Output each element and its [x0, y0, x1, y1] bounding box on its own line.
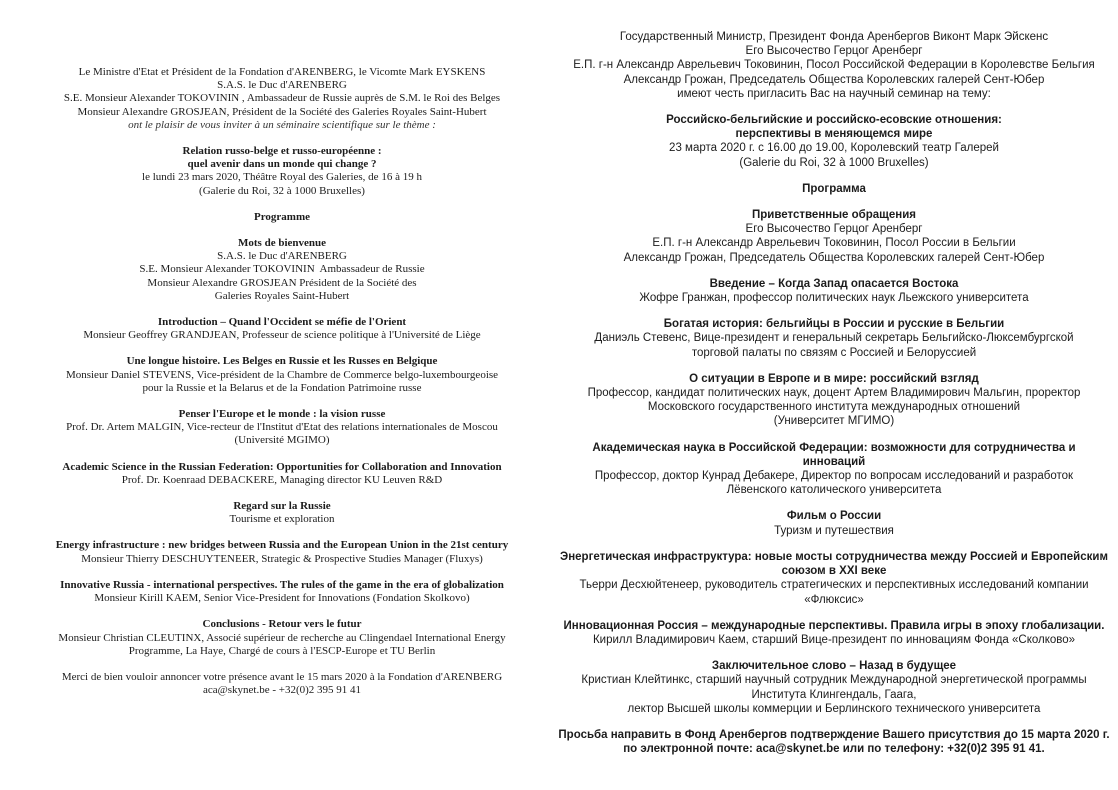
- page-left-french-programme: [28, 66, 536, 710]
- body-line: Prof. Dr. Artem MALGIN, Vice-recteur de l'Institut d'Etat des relations internationales de Moscou: [66, 421, 498, 434]
- body-line: Monsieur Christian CLEUTINX, Associé supérieur de recherche au Clingendael International Energy: [58, 631, 506, 644]
- body-line: Туризм и путешествия: [774, 524, 894, 537]
- page-right-russian-programme: [556, 30, 1112, 768]
- body-line: Его Высочество Герцог Аренберг: [745, 45, 923, 58]
- heading-line: союзом в XXI веке: [781, 565, 887, 578]
- document-section: [556, 30, 1112, 101]
- body-line: (Университет МГИМО): [773, 415, 895, 428]
- body-line: Московского государственного института международных отношений: [647, 401, 1021, 414]
- body-line: S.A.S. le Duc d'ARENBERG: [217, 79, 347, 92]
- body-line: le lundi 23 mars 2020, Théâtre Royal des Galeries, de 16 à 19 h: [142, 171, 422, 184]
- body-line: S.E. Monsieur Alexander TOKOVININ Ambassadeur de Russie: [139, 263, 425, 276]
- document-section: [28, 66, 536, 132]
- heading-line: Российско-бельгийские и российско-есовские отношения:: [666, 114, 1002, 127]
- document-section: [556, 372, 1112, 429]
- heading-line: Academic Science in the Russian Federation: Opportunities for Collaboration and Innovation: [62, 460, 502, 473]
- body-line: Prof. Dr. Koenraad DEBACKERE, Managing director KU Leuven R&D: [121, 473, 443, 486]
- body-line: (Galerie du Roi, 32 à 1000 Bruxelles): [739, 156, 929, 169]
- document-section: [556, 619, 1112, 647]
- document-section: [556, 317, 1112, 360]
- body-line: имеют честь пригласить Вас на научный семинар на тему:: [677, 87, 991, 100]
- body-line: (Université MGIMO): [234, 434, 330, 447]
- document-section: [28, 211, 536, 224]
- document-section: [556, 659, 1112, 716]
- body-line: S.E. Monsieur Alexander TOKOVININ , Ambassadeur de Russie auprès de S.M. le Roi des Belges: [63, 92, 501, 105]
- document-section: [556, 441, 1112, 498]
- heading-line: Relation russo-belge et russo-européenne :: [182, 145, 382, 158]
- document-section: [28, 539, 536, 565]
- document-section: [556, 550, 1112, 607]
- body-line: лектор Высшей школы коммерции и Берлинского технического университета: [627, 702, 1041, 715]
- body-line: Жофре Гранжан, профессор политических наук Льежского университета: [639, 292, 1029, 305]
- heading-line: Conclusions - Retour vers le futur: [202, 618, 362, 631]
- body-line: pour la Russie et la Belarus et de la Fondation Patrimoine russe: [142, 381, 422, 394]
- heading-line: Инновационная Россия – международные перспективы. Правила игры в эпоху глобализации.: [563, 619, 1105, 632]
- body-line: Е.П. г-н Александр Аврельевич Токовинин, Посол Российской Федерации в Королевстве Бельгия: [573, 59, 1095, 72]
- body-line: Тьерри Десхюйтенеер, руководитель стратегических и перспективных исследований компании: [579, 579, 1089, 592]
- heading-line: Regard sur la Russie: [233, 500, 331, 513]
- heading-line: Богатая история: бельгийцы в России и русские в Бельгии: [663, 318, 1005, 331]
- heading-line: Programme: [254, 210, 310, 223]
- document-section: [28, 145, 536, 198]
- body-line: Государственный Министр, Президент Фонда Аренбергов Виконт Марк Эйскенс: [619, 31, 1049, 43]
- body-line: Monsieur Alexandre GROSJEAN Président de la Société des: [147, 276, 417, 289]
- heading-line: Просьба направить в Фонд Аренбергов подтверждение Вашего присутствия до 15 марта 2020 г.: [558, 728, 1110, 741]
- body-line: Galeries Royales Saint-Hubert: [214, 289, 350, 302]
- body-line: aca@skynet.be - +32(0)2 395 91 41: [202, 684, 362, 697]
- body-line: 23 марта 2020 г. с 16.00 до 19.00, Королевский театр Галерей: [669, 142, 999, 155]
- document-section: [28, 671, 536, 697]
- body-line: Le Ministre d'Etat et Président de la Fondation d'ARENBERG, le Vicomte Mark EYSKENS: [78, 66, 486, 78]
- body-line: Programme, La Haye, Chargé de cours à l'ESCP-Europe et TU Berlin: [128, 644, 436, 657]
- document-section: [556, 208, 1112, 265]
- heading-line: Фильм о России: [786, 510, 882, 523]
- heading-line: quel avenir dans un monde qui change ?: [187, 158, 377, 171]
- body-line: Monsieur Thierry DESCHUYTENEER, Strategic & Prospective Studies Manager (Fluxys): [81, 552, 483, 565]
- heading-line: Академическая наука в Российской Федерации: возможности для сотрудничества и: [592, 441, 1076, 454]
- heading-line: Энергетическая инфраструктура: новые мосты сотрудничества между Россией и Европейским: [560, 550, 1108, 563]
- body-line: Даниэль Стевенс, Вице-президент и генеральный секретарь Бельгийско-Люксембургской: [594, 332, 1074, 345]
- heading-line: Introduction – Quand l'Occident se méfie de l'Orient: [157, 316, 407, 329]
- document-section: [28, 316, 536, 342]
- body-line: Monsieur Alexandre GROSJEAN, Président de la Société des Galeries Royales Saint-Hubert: [77, 105, 487, 118]
- body-line: «Флюксис»: [804, 593, 864, 606]
- heading-line: Energy infrastructure : new bridges between Russia and the European Union in the 21st century: [55, 539, 509, 552]
- heading-line: Mots de bienvenue: [238, 237, 326, 250]
- heading-line: Введение – Когда Запад опасается Востока: [709, 277, 959, 290]
- body-line: Профессор, кандидат политических наук, доцент Артем Владимирович Мальгин, проректор: [587, 387, 1081, 400]
- body-line: Tourisme et exploration: [229, 513, 335, 526]
- note-line: ont le plaisir de vous inviter à un séminaire scientifique sur le thème :: [128, 118, 436, 131]
- heading-line: Заключительное слово – Назад в будущее: [711, 660, 957, 673]
- body-line: Monsieur Geoffrey GRANDJEAN, Professeur de science politique à l'Université de Liège: [83, 329, 481, 342]
- document-section: [556, 113, 1112, 170]
- document-section: [28, 355, 536, 395]
- body-line: Александр Грожан, Председатель Общества Королевских галерей Сент-Юбер: [623, 73, 1045, 86]
- body-line: Александр Грожан, Председатель Общества Королевских галерей Сент-Юбер: [623, 251, 1045, 264]
- document-section: [556, 509, 1112, 537]
- body-line: Лёвенского католического университета: [726, 484, 942, 497]
- document-section: [556, 728, 1112, 756]
- body-line: торговой палаты по связям с Россией и Белоруссией: [691, 346, 977, 359]
- heading-line: Une longue histoire. Les Belges en Russie et les Russes en Belgique: [126, 355, 438, 368]
- body-line: Его Высочество Герцог Аренберг: [745, 223, 923, 236]
- document-section: [28, 408, 536, 448]
- body-line: Профессор, доктор Кунрад Дебакере, Директор по вопросам исследований и разработок: [594, 470, 1074, 483]
- body-line: Merci de bien vouloir annoncer votre présence avant le 15 mars 2020 à la Fondation d'ARENBERG: [61, 670, 503, 683]
- heading-line: по электронной почте: aca@skynet.be или по телефону: +32(0)2 395 91 41.: [623, 743, 1045, 756]
- document-section: [556, 277, 1112, 305]
- document-section: [28, 618, 536, 658]
- document-section: [28, 237, 536, 303]
- heading-line: Innovative Russia - international perspectives. The rules of the game in the era of globalization: [60, 578, 504, 591]
- document-section: [28, 579, 536, 605]
- body-line: Кирилл Владимирович Каем, старший Вице-президент по инновациям Фонда «Сколково»: [592, 633, 1076, 646]
- body-line: (Galerie du Roi, 32 à 1000 Bruxelles): [199, 184, 365, 197]
- body-line: Е.П. г-н Александр Аврельевич Токовинин, Посол России в Бельгии: [652, 237, 1016, 250]
- heading-line: перспективы в меняющемся мире: [735, 128, 933, 141]
- body-line: S.A.S. le Duc d'ARENBERG: [217, 250, 347, 263]
- body-line: Monsieur Daniel STEVENS, Vice-président de la Chambre de Commerce belgo-luxembourgeoise: [65, 368, 499, 381]
- document-section: [556, 182, 1112, 196]
- body-line: Monsieur Kirill KAEM, Senior Vice-President for Innovations (Fondation Skolkovo): [94, 592, 470, 605]
- body-line: Кристиан Клейтинкс, старший научный сотрудник Международной энергетической программы: [581, 674, 1087, 687]
- heading-line: инноваций: [802, 455, 866, 468]
- heading-line: Программа: [802, 182, 866, 195]
- body-line: Института Клингендаль, Гаага,: [751, 688, 917, 701]
- document-section: [28, 500, 536, 526]
- heading-line: Penser l'Europe et le monde : la vision russe: [178, 408, 386, 421]
- document-section: [28, 461, 536, 487]
- heading-line: Приветственные обращения: [751, 209, 917, 222]
- heading-line: О ситуации в Европе и в мире: российский взгляд: [689, 372, 979, 385]
